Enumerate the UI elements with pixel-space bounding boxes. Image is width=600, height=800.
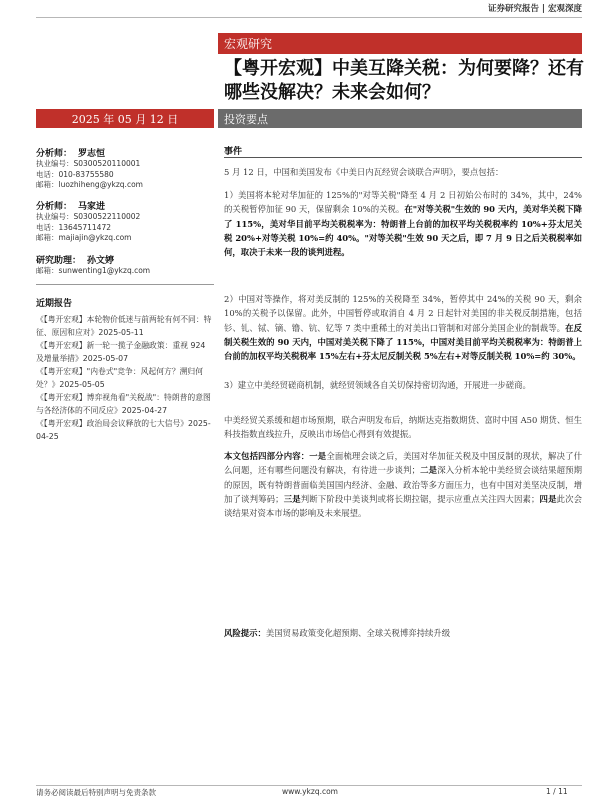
event-heading: 事件 bbox=[224, 147, 243, 157]
category-label: 宏观研究 bbox=[224, 37, 273, 51]
market-reaction: 中美经贸关系缓和超市场预期，联合声明发布后，纳斯达克指数期货、富时中国 A50 期货、恒生科技指数直线拉升，反映出市场信心得到有效提振。 bbox=[224, 415, 582, 440]
assistant-email[interactable]: 邮箱：sunwenting1@ykzq.com bbox=[36, 266, 151, 275]
report-type-label: 证券研究报告 | 宏观深度 bbox=[487, 4, 582, 14]
recent-report-item[interactable]: 《【粤开宏观】博弈视角看"关税战"：特朗普的意图与各经济体的不同反应》2025-04-27 bbox=[36, 393, 211, 415]
assistant-heading: 研究助理： 孙文婷 bbox=[36, 256, 115, 266]
analyst-license: 执业编号：S0300520110001 bbox=[36, 159, 141, 168]
recent-report-item[interactable]: 《【粤开宏观】本轮物价低迷与前两轮有何不同：特征、原因和应对》2025-05-11 bbox=[36, 315, 212, 337]
event-point-3: 3）建立中美经贸磋商机制，就经贸领域各自关切保持密切沟通，开展进一步磋商。 bbox=[224, 380, 531, 390]
recent-report-item[interactable]: 《【粤开宏观】新一轮一揽子金融政策：重视 924 及增量举措》2025-05-07 bbox=[36, 341, 206, 363]
analyst-block-2 bbox=[36, 199, 214, 244]
event-divider bbox=[224, 157, 582, 158]
analyst-heading: 分析师： 马家进 bbox=[36, 202, 106, 212]
footer-divider bbox=[36, 785, 582, 786]
footer-website[interactable]: www.ykzq.com bbox=[282, 787, 338, 796]
analyst-email[interactable]: 邮箱：majiajin@ykzq.com bbox=[36, 233, 132, 242]
analyst-email[interactable]: 邮箱：luozhiheng@ykzq.com bbox=[36, 180, 143, 189]
analyst-phone: 电话：010-83755580 bbox=[36, 169, 114, 179]
category-band bbox=[218, 33, 582, 54]
event-point-2: 2）中国对等操作，将对美反制的 125%的关税降至 34%，暂停其中 24%的关税 90 天，剩余 10%的关税予以保留。此外，中国暂停或取消自 4 月 2 日起针对美国的非关税反制措施，包括钐、钆、铽、镝、镥、钪、钇等 7 类中重稀土的对美出口管制和对部分美国企业的制裁等。在反制关税生效的 90 天内，中国对美关税下降了 115%，中国对美目前平均关税税率为：特朗普上台前的加权平均关税税率 15%左右+芬太尼反制关税 5%左右+对等反制关税 10%=约 30%。 bbox=[224, 294, 583, 362]
footer-disclaimer: 请务必阅读最后特别声明与免责条款 bbox=[36, 788, 156, 797]
report-date: 2025 年 05 月 12 日 bbox=[71, 113, 179, 126]
risk-warning: 风险提示：美国贸易政策变化超预期、全球关税博弈持续升级 bbox=[224, 628, 451, 638]
analyst-heading: 分析师： 罗志恒 bbox=[36, 149, 106, 159]
content-summary: 本文包括四部分内容：一是全面梳理会谈之后，美国对华加征关税及中国反制的现状，解决了什么问题，还有哪些问题没有解决，有待进一步谈判；二是深入分析本轮中美经贸会谈结果超预期的原因，既有特朗普面临美国国内经济、金融、政治等多方面压力，也有中国对美坚决反制，增加了谈判筹码；三是判断下阶段中美谈判或将长期拉锯，提示应重点关注四大因素；四是此次会谈结果对资本市场的影响及未来展望。 bbox=[224, 451, 583, 519]
page-number: 1 / 11 bbox=[546, 787, 568, 796]
analyst-phone: 电话：13645711472 bbox=[36, 222, 111, 232]
header-divider bbox=[36, 17, 582, 18]
section-label: 投资要点 bbox=[224, 113, 268, 126]
event-point-1: 1）美国将本轮对华加征的 125%的"对等关税"降至 4 月 2 日初始公布时的 34%，其中，24%的关税暂停加征 90 天，保留剩余 10%的关税。在"对等关税"生效的 90 天内，美对华关税下降了 115%，美对华目前平均关税税率为：特朗普上台前的加权平均关税税率约 10%+芬太尼关税 20%+对等关税 10%=约 40%。"对等关税"生效 90 天之后，即 7 月 9 日之后关税税率如何，取决于未来一段的谈判进程。 bbox=[224, 190, 582, 258]
recent-reports-title: 近期报告 bbox=[36, 299, 73, 309]
assistant-block bbox=[36, 253, 214, 277]
recent-report-item[interactable]: 《【粤开宏观】政治局会议释放的七大信号》2025-04-25 bbox=[36, 419, 211, 441]
left-divider bbox=[36, 284, 214, 285]
analyst-license: 执业编号：S0300522110002 bbox=[36, 212, 141, 221]
event-intro: 5 月 12 日，中国和美国发布《中美日内瓦经贸会谈联合声明》，要点包括： bbox=[224, 167, 504, 177]
recent-report-item[interactable]: 《【粤开宏观】"内卷式"竞争：风起何方？溯归何处？》2025-05-05 bbox=[36, 367, 204, 389]
recent-reports bbox=[36, 296, 214, 443]
section-band bbox=[218, 109, 582, 128]
report-title: 【粤开宏观】中美互降关税：为何要降？还有哪些没解决？未来会如何？ bbox=[224, 58, 584, 103]
analyst-block-1 bbox=[36, 146, 214, 191]
